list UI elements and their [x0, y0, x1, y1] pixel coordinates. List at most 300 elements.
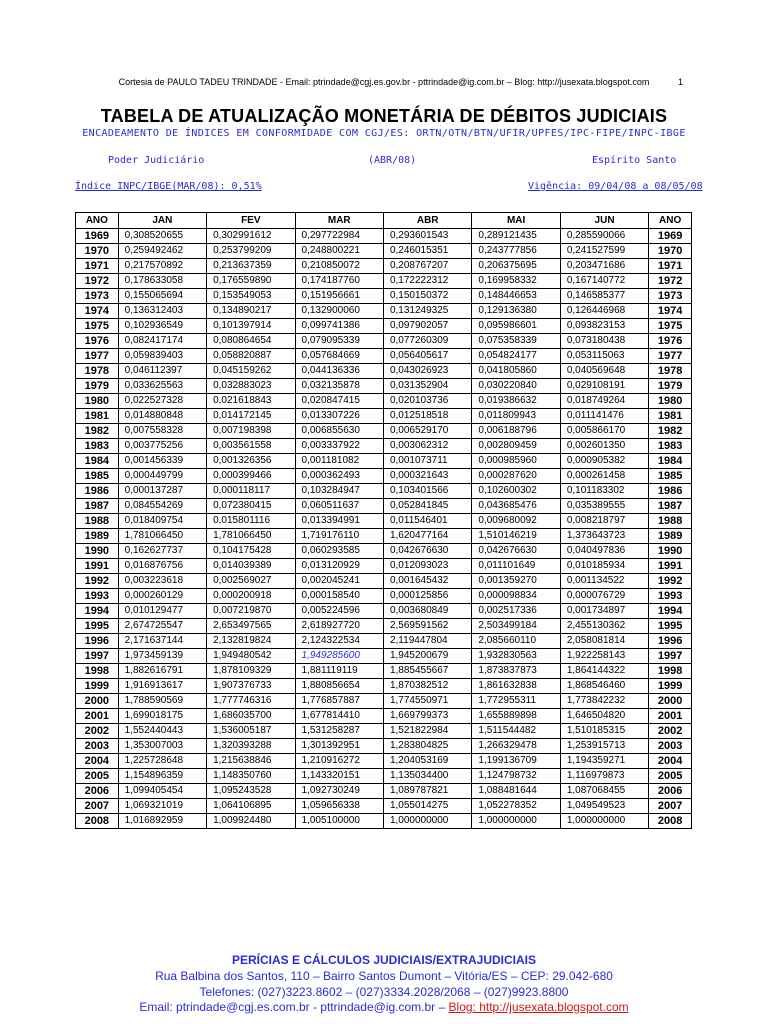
year-cell: 1972 [76, 274, 119, 289]
value-cell: 0,131249325 [383, 304, 471, 319]
value-cell: 0,176559890 [207, 274, 295, 289]
year-cell: 1998 [76, 664, 119, 679]
value-cell: 1,253915713 [560, 739, 648, 754]
table-row [76, 559, 692, 574]
value-cell: 1,000000000 [472, 814, 560, 829]
value-cell: 1,016892959 [118, 814, 206, 829]
value-cell: 0,072380415 [207, 499, 295, 514]
value-cell: 0,053115063 [560, 349, 648, 364]
value-cell: 0,001326356 [207, 454, 295, 469]
value-cell: 0,136312403 [118, 304, 206, 319]
year-cell: 1992 [76, 574, 119, 589]
value-cell: 1,510185315 [560, 724, 648, 739]
value-cell: 0,000287620 [472, 469, 560, 484]
table-row [76, 229, 692, 244]
value-cell: 1,880856654 [295, 679, 383, 694]
value-cell: 0,010129477 [118, 604, 206, 619]
table-row [76, 454, 692, 469]
table-row [76, 814, 692, 829]
value-cell: 1,677814410 [295, 709, 383, 724]
year-cell: 2002 [649, 724, 692, 739]
document-subtitle: ENCADEAMENTO DE ÍNDICES EM CONFORMIDADE COM CGJ/ES: ORTN/OTN/BTN/UFIR/UPFES/IPC-FIPE/INPC-IBGE [82, 128, 686, 139]
value-cell: 1,510146219 [472, 529, 560, 544]
value-cell: 1,882616791 [118, 664, 206, 679]
value-cell: 0,285590066 [560, 229, 648, 244]
value-cell: 0,001734897 [560, 604, 648, 619]
value-cell: 2,171637144 [118, 634, 206, 649]
value-cell: 0,248800221 [295, 244, 383, 259]
year-cell: 1978 [76, 364, 119, 379]
year-cell: 1972 [649, 274, 692, 289]
value-cell: 0,016876756 [118, 559, 206, 574]
value-cell: 0,000985960 [472, 454, 560, 469]
table-row [76, 394, 692, 409]
table-row [76, 364, 692, 379]
year-cell: 1998 [649, 664, 692, 679]
value-cell: 0,011101649 [472, 559, 560, 574]
value-cell: 1,095243528 [207, 784, 295, 799]
value-cell: 0,006188796 [472, 424, 560, 439]
value-cell: 0,002517336 [472, 604, 560, 619]
value-cell: 1,699018175 [118, 709, 206, 724]
year-cell: 1991 [76, 559, 119, 574]
value-cell: 0,001645432 [383, 574, 471, 589]
footer-phones: Telefones: (027)3223.8602 – (027)3334.2028/2068 – (027)9923.8800 [199, 985, 569, 999]
year-cell: 2005 [76, 769, 119, 784]
year-cell: 2001 [76, 709, 119, 724]
value-cell: 0,079095339 [295, 334, 383, 349]
year-cell: 1986 [649, 484, 692, 499]
value-cell: 1,773842232 [560, 694, 648, 709]
value-cell: 1,301392951 [295, 739, 383, 754]
value-cell: 1,059656338 [295, 799, 383, 814]
value-cell: 0,151956661 [295, 289, 383, 304]
value-cell: 1,868546460 [560, 679, 648, 694]
year-cell: 2004 [76, 754, 119, 769]
table-row [76, 274, 692, 289]
value-cell: 1,266329478 [472, 739, 560, 754]
year-cell: 1996 [76, 634, 119, 649]
year-cell: 1995 [76, 619, 119, 634]
table-row [76, 694, 692, 709]
table-row [76, 634, 692, 649]
year-cell: 1975 [76, 319, 119, 334]
value-cell: 0,000260129 [118, 589, 206, 604]
value-cell: 1,907376733 [207, 679, 295, 694]
value-cell: 0,174187760 [295, 274, 383, 289]
value-cell: 1,620477164 [383, 529, 471, 544]
value-cell: 1,000000000 [383, 814, 471, 829]
value-cell: 1,949480542 [207, 649, 295, 664]
value-cell: 0,003561558 [207, 439, 295, 454]
value-cell: 0,032135878 [295, 379, 383, 394]
value-cell: 0,010185934 [560, 559, 648, 574]
value-cell: 0,000076729 [560, 589, 648, 604]
value-cell: 0,129136380 [472, 304, 560, 319]
value-cell: 0,000200918 [207, 589, 295, 604]
value-cell: 0,035389555 [560, 499, 648, 514]
value-cell: 0,289121435 [472, 229, 560, 244]
table-row [76, 259, 692, 274]
column-header: MAI [472, 213, 560, 229]
year-cell: 1982 [649, 424, 692, 439]
year-cell: 1973 [76, 289, 119, 304]
value-cell: 0,003337922 [295, 439, 383, 454]
year-cell: 1973 [649, 289, 692, 304]
value-cell: 0,162627737 [118, 544, 206, 559]
value-cell: 2,674725547 [118, 619, 206, 634]
table-row [76, 604, 692, 619]
value-cell: 1,655889898 [472, 709, 560, 724]
table-row [76, 334, 692, 349]
value-cell: 1,225728648 [118, 754, 206, 769]
value-cell: 0,217570892 [118, 259, 206, 274]
value-cell: 0,043026923 [383, 364, 471, 379]
value-cell: 1,194359271 [560, 754, 648, 769]
value-cell: 0,001456339 [118, 454, 206, 469]
year-cell: 1992 [649, 574, 692, 589]
value-cell: 1,064106895 [207, 799, 295, 814]
value-cell: 0,167140772 [560, 274, 648, 289]
value-cell: 1,878109329 [207, 664, 295, 679]
value-cell: 0,077260309 [383, 334, 471, 349]
meta-judiciary: Poder Judiciário [108, 155, 205, 166]
value-cell: 0,005224596 [295, 604, 383, 619]
value-cell: 1,949285600 [295, 649, 383, 664]
value-cell: 0,059839403 [118, 349, 206, 364]
year-cell: 1981 [649, 409, 692, 424]
value-cell: 0,020103736 [383, 394, 471, 409]
value-cell: 0,013307226 [295, 409, 383, 424]
table-row [76, 664, 692, 679]
table-row [76, 544, 692, 559]
table-row [76, 349, 692, 364]
value-cell: 0,103284947 [295, 484, 383, 499]
value-cell: 0,000449799 [118, 469, 206, 484]
year-cell: 2001 [649, 709, 692, 724]
year-cell: 1977 [649, 349, 692, 364]
table-row [76, 649, 692, 664]
value-cell: 1,772955311 [472, 694, 560, 709]
table-row [76, 289, 692, 304]
table-header-row [76, 213, 692, 229]
value-cell: 0,002569027 [207, 574, 295, 589]
value-cell: 0,011141476 [560, 409, 648, 424]
year-cell: 1988 [649, 514, 692, 529]
value-cell: 1,087068455 [560, 784, 648, 799]
value-cell: 0,093823153 [560, 319, 648, 334]
table-row [76, 574, 692, 589]
value-cell: 1,945200679 [383, 649, 471, 664]
value-cell: 1,116979873 [560, 769, 648, 784]
year-cell: 1987 [76, 499, 119, 514]
value-cell: 0,021618843 [207, 394, 295, 409]
value-cell: 0,103401566 [383, 484, 471, 499]
value-cell: 0,132900060 [295, 304, 383, 319]
value-cell: 0,007219870 [207, 604, 295, 619]
value-cell: 0,000321643 [383, 469, 471, 484]
value-cell: 0,126446968 [560, 304, 648, 319]
table-row [76, 409, 692, 424]
value-cell: 1,009924480 [207, 814, 295, 829]
value-cell: 0,102600302 [472, 484, 560, 499]
monetary-correction-table [75, 212, 692, 829]
value-cell: 1,885455667 [383, 664, 471, 679]
column-header: ABR [383, 213, 471, 229]
value-cell: 1,781066450 [207, 529, 295, 544]
value-cell: 0,057684669 [295, 349, 383, 364]
table-row [76, 799, 692, 814]
value-cell: 1,552440443 [118, 724, 206, 739]
year-cell: 2008 [76, 814, 119, 829]
value-cell: 0,208767207 [383, 259, 471, 274]
value-cell: 0,178633058 [118, 274, 206, 289]
value-cell: 0,243777856 [472, 244, 560, 259]
value-cell: 0,001073711 [383, 454, 471, 469]
table-row [76, 679, 692, 694]
year-cell: 1985 [76, 469, 119, 484]
column-header: ANO [76, 213, 119, 229]
table-row [76, 484, 692, 499]
year-cell: 2006 [649, 784, 692, 799]
value-cell: 0,012518518 [383, 409, 471, 424]
value-cell: 0,001181082 [295, 454, 383, 469]
value-cell: 1,089787821 [383, 784, 471, 799]
year-cell: 1993 [649, 589, 692, 604]
year-cell: 1989 [76, 529, 119, 544]
value-cell: 0,241527599 [560, 244, 648, 259]
value-cell: 0,000118117 [207, 484, 295, 499]
value-cell: 0,011809943 [472, 409, 560, 424]
value-cell: 1,320393288 [207, 739, 295, 754]
value-cell: 0,000905382 [560, 454, 648, 469]
year-cell: 2004 [649, 754, 692, 769]
year-cell: 2008 [649, 814, 692, 829]
value-cell: 1,148350760 [207, 769, 295, 784]
value-cell: 0,009680092 [472, 514, 560, 529]
value-cell: 0,101397914 [207, 319, 295, 334]
value-cell: 0,014880848 [118, 409, 206, 424]
column-header: JAN [118, 213, 206, 229]
year-cell: 1982 [76, 424, 119, 439]
table-row [76, 319, 692, 334]
index-rate: Índice INPC/IBGE(MAR/08): 0,51% [75, 181, 262, 192]
value-cell: 0,101183302 [560, 484, 648, 499]
table-row [76, 439, 692, 454]
year-cell: 1979 [649, 379, 692, 394]
value-cell: 0,084554269 [118, 499, 206, 514]
value-cell: 0,293601543 [383, 229, 471, 244]
year-cell: 1970 [649, 244, 692, 259]
value-cell: 0,045159262 [207, 364, 295, 379]
value-cell: 1,143320151 [295, 769, 383, 784]
value-cell: 2,085660110 [472, 634, 560, 649]
footer-email[interactable]: Email: ptrindade@cgj.es.com.br - pttrindade@ig.com.br – [139, 1000, 449, 1014]
value-cell: 0,007198398 [207, 424, 295, 439]
column-header: JUN [560, 213, 648, 229]
value-cell: 0,003062312 [383, 439, 471, 454]
value-cell: 0,011546401 [383, 514, 471, 529]
value-cell: 1,210916272 [295, 754, 383, 769]
year-cell: 1977 [76, 349, 119, 364]
table-row [76, 304, 692, 319]
value-cell: 1,669799373 [383, 709, 471, 724]
year-cell: 2002 [76, 724, 119, 739]
table-row [76, 244, 692, 259]
year-cell: 1985 [649, 469, 692, 484]
value-cell: 0,005866170 [560, 424, 648, 439]
value-cell: 0,000158540 [295, 589, 383, 604]
value-cell: 0,075358339 [472, 334, 560, 349]
value-cell: 1,864144322 [560, 664, 648, 679]
value-cell: 0,172222312 [383, 274, 471, 289]
value-cell: 0,082417174 [118, 334, 206, 349]
year-cell: 2005 [649, 769, 692, 784]
value-cell: 1,776857887 [295, 694, 383, 709]
value-cell: 0,043685476 [472, 499, 560, 514]
value-cell: 1,873837873 [472, 664, 560, 679]
table-row [76, 499, 692, 514]
year-cell: 1981 [76, 409, 119, 424]
value-cell: 1,204053169 [383, 754, 471, 769]
year-cell: 2000 [76, 694, 119, 709]
table-row [76, 424, 692, 439]
meta-state: Espírito Santo [592, 155, 677, 166]
value-cell: 0,000261458 [560, 469, 648, 484]
value-cell: 1,646504820 [560, 709, 648, 724]
table-row [76, 529, 692, 544]
value-cell: 0,000399466 [207, 469, 295, 484]
table-row [76, 619, 692, 634]
value-cell: 0,253799209 [207, 244, 295, 259]
value-cell: 1,199136709 [472, 754, 560, 769]
value-cell: 1,215638846 [207, 754, 295, 769]
value-cell: 0,259492462 [118, 244, 206, 259]
value-cell: 1,088481644 [472, 784, 560, 799]
year-cell: 1997 [649, 649, 692, 664]
value-cell: 2,503499184 [472, 619, 560, 634]
value-cell: 0,030220840 [472, 379, 560, 394]
value-cell: 1,099405454 [118, 784, 206, 799]
value-cell: 0,054824177 [472, 349, 560, 364]
validity-period: Vigência: 09/04/08 a 08/05/08 [528, 181, 703, 192]
value-cell: 0,041805860 [472, 364, 560, 379]
value-cell: 0,031352904 [383, 379, 471, 394]
value-cell: 0,042676630 [383, 544, 471, 559]
year-cell: 1983 [649, 439, 692, 454]
value-cell: 1,000000000 [560, 814, 648, 829]
value-cell: 1,686035700 [207, 709, 295, 724]
footer-address: Rua Balbina dos Santos, 110 – Bairro Santos Dumont – Vitória/ES – CEP: 29.042-680 [155, 969, 613, 983]
value-cell: 0,080864654 [207, 334, 295, 349]
value-cell: 1,870382512 [383, 679, 471, 694]
value-cell: 0,052841845 [383, 499, 471, 514]
value-cell: 0,058820887 [207, 349, 295, 364]
value-cell: 0,014039389 [207, 559, 295, 574]
value-cell: 0,056405617 [383, 349, 471, 364]
value-cell: 0,104175428 [207, 544, 295, 559]
value-cell: 1,353007003 [118, 739, 206, 754]
document-title: TABELA DE ATUALIZAÇÃO MONETÁRIA DE DÉBITOS JUDICIAIS [100, 106, 668, 126]
value-cell: 0,008218797 [560, 514, 648, 529]
value-cell: 0,006529170 [383, 424, 471, 439]
value-cell: 1,135034400 [383, 769, 471, 784]
value-cell: 0,000137287 [118, 484, 206, 499]
value-cell: 0,003775256 [118, 439, 206, 454]
value-cell: 0,042676630 [472, 544, 560, 559]
table-row [76, 739, 692, 754]
value-cell: 1,049549523 [560, 799, 648, 814]
column-header: ANO [649, 213, 692, 229]
value-cell: 1,154896359 [118, 769, 206, 784]
value-cell: 0,006855630 [295, 424, 383, 439]
value-cell: 0,060511637 [295, 499, 383, 514]
value-cell: 1,283804825 [383, 739, 471, 754]
year-cell: 1997 [76, 649, 119, 664]
year-cell: 1979 [76, 379, 119, 394]
value-cell: 1,511544482 [472, 724, 560, 739]
value-cell: 0,134890217 [207, 304, 295, 319]
table-row [76, 754, 692, 769]
value-cell: 2,455130362 [560, 619, 648, 634]
value-cell: 0,013120929 [295, 559, 383, 574]
year-cell: 1976 [76, 334, 119, 349]
value-cell: 0,019386632 [472, 394, 560, 409]
page-number: 1 [678, 77, 684, 87]
year-cell: 2007 [76, 799, 119, 814]
value-cell: 0,002809459 [472, 439, 560, 454]
year-cell: 2006 [76, 784, 119, 799]
year-cell: 1978 [649, 364, 692, 379]
value-cell: 1,055014275 [383, 799, 471, 814]
column-header: MAR [295, 213, 383, 229]
year-cell: 1980 [76, 394, 119, 409]
year-cell: 1975 [649, 319, 692, 334]
value-cell: 0,040569648 [560, 364, 648, 379]
value-cell: 0,002601350 [560, 439, 648, 454]
value-cell: 0,002045241 [295, 574, 383, 589]
value-cell: 0,097902057 [383, 319, 471, 334]
value-cell: 0,153549053 [207, 289, 295, 304]
table-row [76, 769, 692, 784]
value-cell: 0,246015351 [383, 244, 471, 259]
table-row [76, 379, 692, 394]
value-cell: 0,308520655 [118, 229, 206, 244]
value-cell: 1,774550971 [383, 694, 471, 709]
value-cell: 1,521822984 [383, 724, 471, 739]
value-cell: 1,719176110 [295, 529, 383, 544]
column-header: FEV [207, 213, 295, 229]
value-cell: 0,032883023 [207, 379, 295, 394]
value-cell: 0,003680849 [383, 604, 471, 619]
value-cell: 1,052278352 [472, 799, 560, 814]
value-cell: 0,001134522 [560, 574, 648, 589]
value-cell: 0,012093023 [383, 559, 471, 574]
value-cell: 0,029108191 [560, 379, 648, 394]
value-cell: 0,297722984 [295, 229, 383, 244]
value-cell: 0,213637359 [207, 259, 295, 274]
value-cell: 0,001359270 [472, 574, 560, 589]
footer-blog-link[interactable]: Blog: http://jusexata.blogspot.com [448, 1000, 629, 1014]
value-cell: 2,618927720 [295, 619, 383, 634]
year-cell: 1999 [76, 679, 119, 694]
year-cell: 1983 [76, 439, 119, 454]
value-cell: 0,046112397 [118, 364, 206, 379]
value-cell: 0,169958332 [472, 274, 560, 289]
year-cell: 1974 [649, 304, 692, 319]
year-cell: 1990 [76, 544, 119, 559]
value-cell: 1,973459139 [118, 649, 206, 664]
